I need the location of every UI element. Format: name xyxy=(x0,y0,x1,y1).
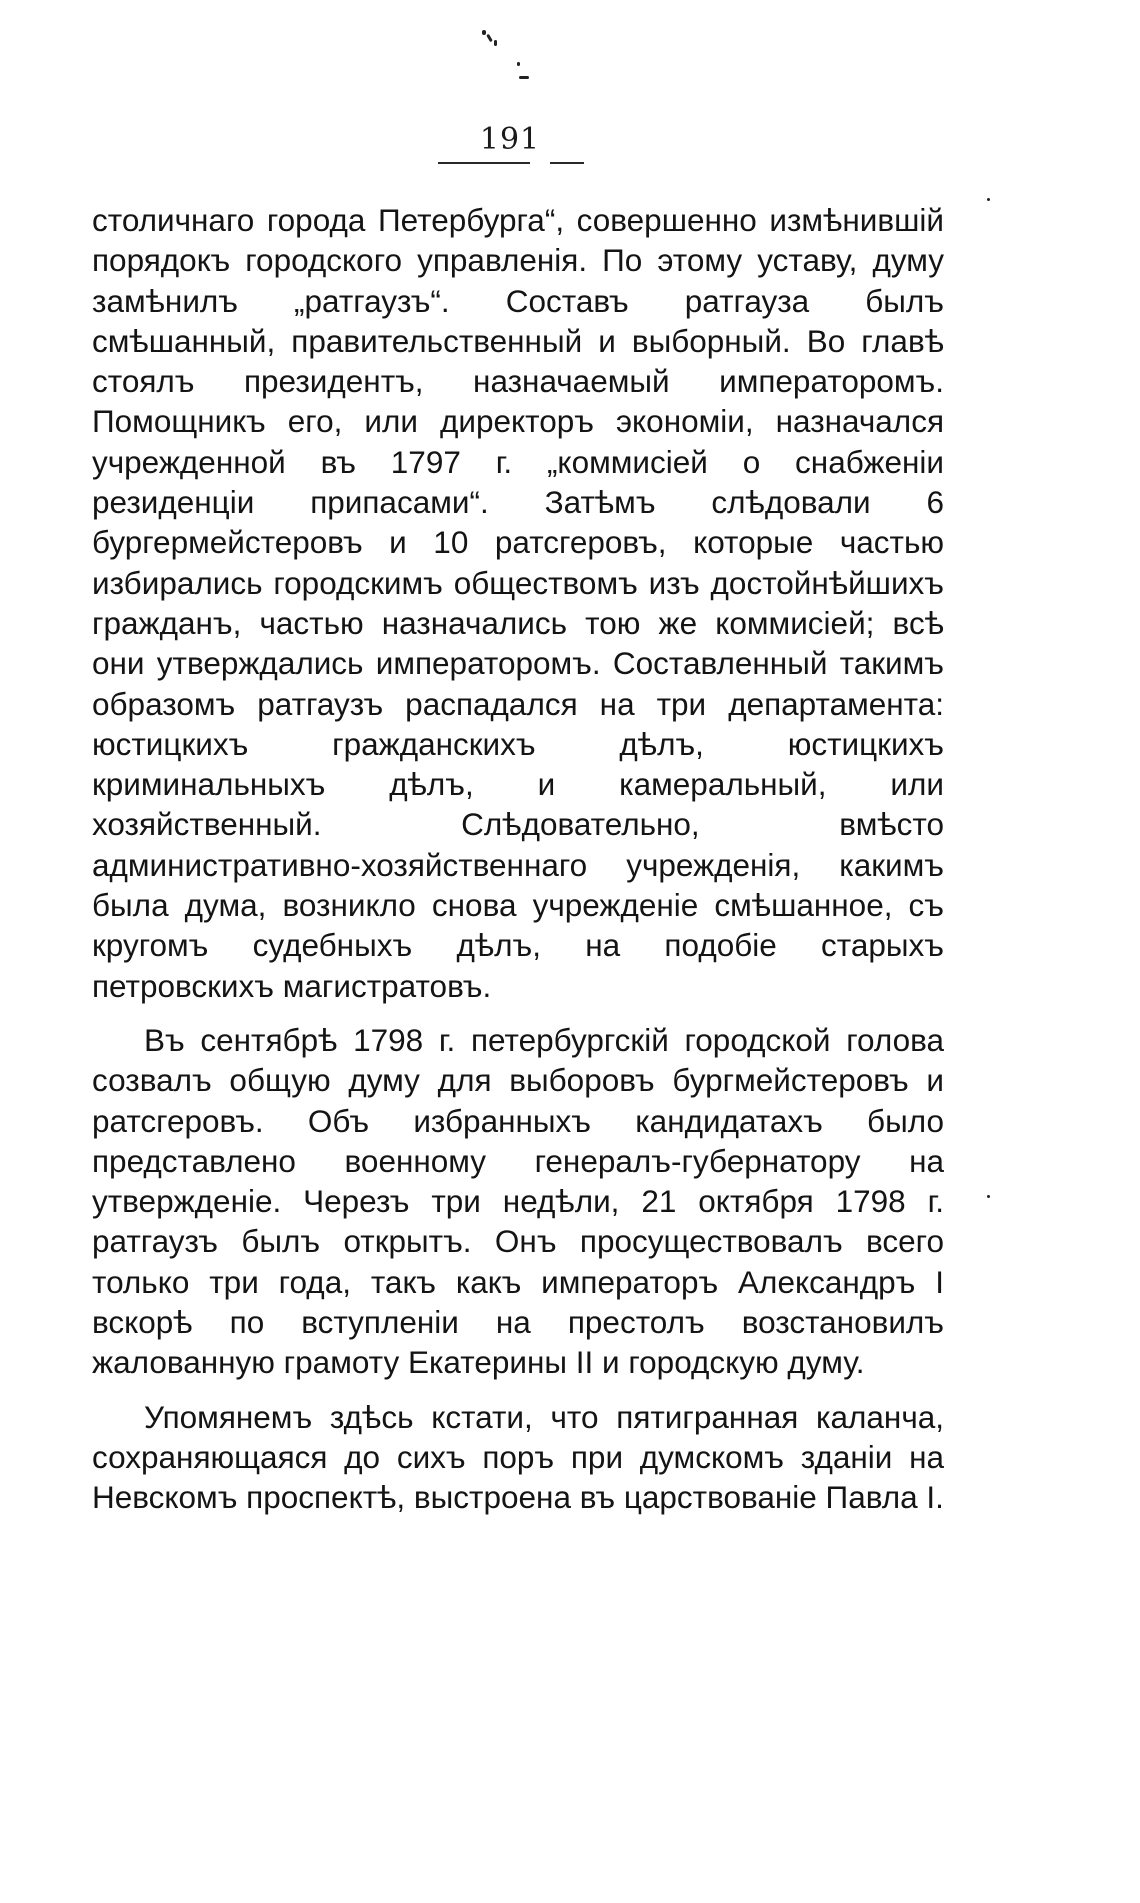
page-number-rule xyxy=(550,162,584,164)
scan-speck xyxy=(519,76,529,79)
scan-speck xyxy=(482,30,486,35)
page-number-rule xyxy=(438,162,530,164)
page-number: 191 xyxy=(479,122,541,157)
paragraph-1: столичнаго города Петербурга“, совершенно измѣнившій порядокъ городского управленія. По этому уставу, думу замѣнилъ „ратгаузъ“. Составъ ратгауза былъ смѣшанный, правительственный и выборный. Во главѣ стоялъ президентъ, назначаемый императоромъ. Помощникъ его, или директоръ экономіи, назначался учрежденной въ 1797 г. „коммисіей о снабженіи резиденціи припасами“. Затѣмъ слѣдовали 6 бургермейстеровъ и 10 ратсгеровъ, которые частью избирались городскимъ обществомъ изъ достойнѣйшихъ гражданъ, частью назначались тою же коммисіей; всѣ они утверждались императоромъ. Составленный такимъ образомъ ратгаузъ распадался на три департамента: юстицкихъ гражданскихъ дѣлъ, юстицкихъ криминальныхъ дѣлъ, и камеральный, или хозяйственный. Слѣдовательно, вмѣсто административно-хозяйственнаго учрежденія, какимъ была дума, возникло снова учрежденіе смѣшанное, съ кругомъ судебныхъ дѣлъ, на подобіе старыхъ петровскихъ магистратовъ. xyxy=(92,202,944,1004)
paragraph-2: Въ сентябрѣ 1798 г. петербургскій городской голова созвалъ общую думу для выборовъ бургмейстеровъ и ратсгеровъ. Объ избранныхъ кандидатахъ было представлено военному генералъ-губернатору на утвержденіе. Черезъ три недѣли, 21 октября 1798 г. ратгаузъ былъ открытъ. Онъ просуществовалъ всего только три года, такъ какъ императоръ Александръ I вскорѣ по вступленіи на престолъ возстановилъ жалованную грамоту Екатерины II и городскую думу. xyxy=(92,1021,944,1381)
scan-speck xyxy=(987,1195,990,1198)
body-text xyxy=(92,200,944,1518)
paragraph-3: Упомянемъ здѣсь кстати, что пятигранная каланча, сохраняющаяся до сихъ поръ при думскомъ зданіи на Невскомъ проспектѣ, выстроена въ царствованіе Павла I. xyxy=(92,1398,944,1516)
scan-speck xyxy=(987,198,990,201)
scan-speck xyxy=(486,34,493,42)
scan-speck xyxy=(517,62,520,66)
scan-speck xyxy=(494,40,497,46)
